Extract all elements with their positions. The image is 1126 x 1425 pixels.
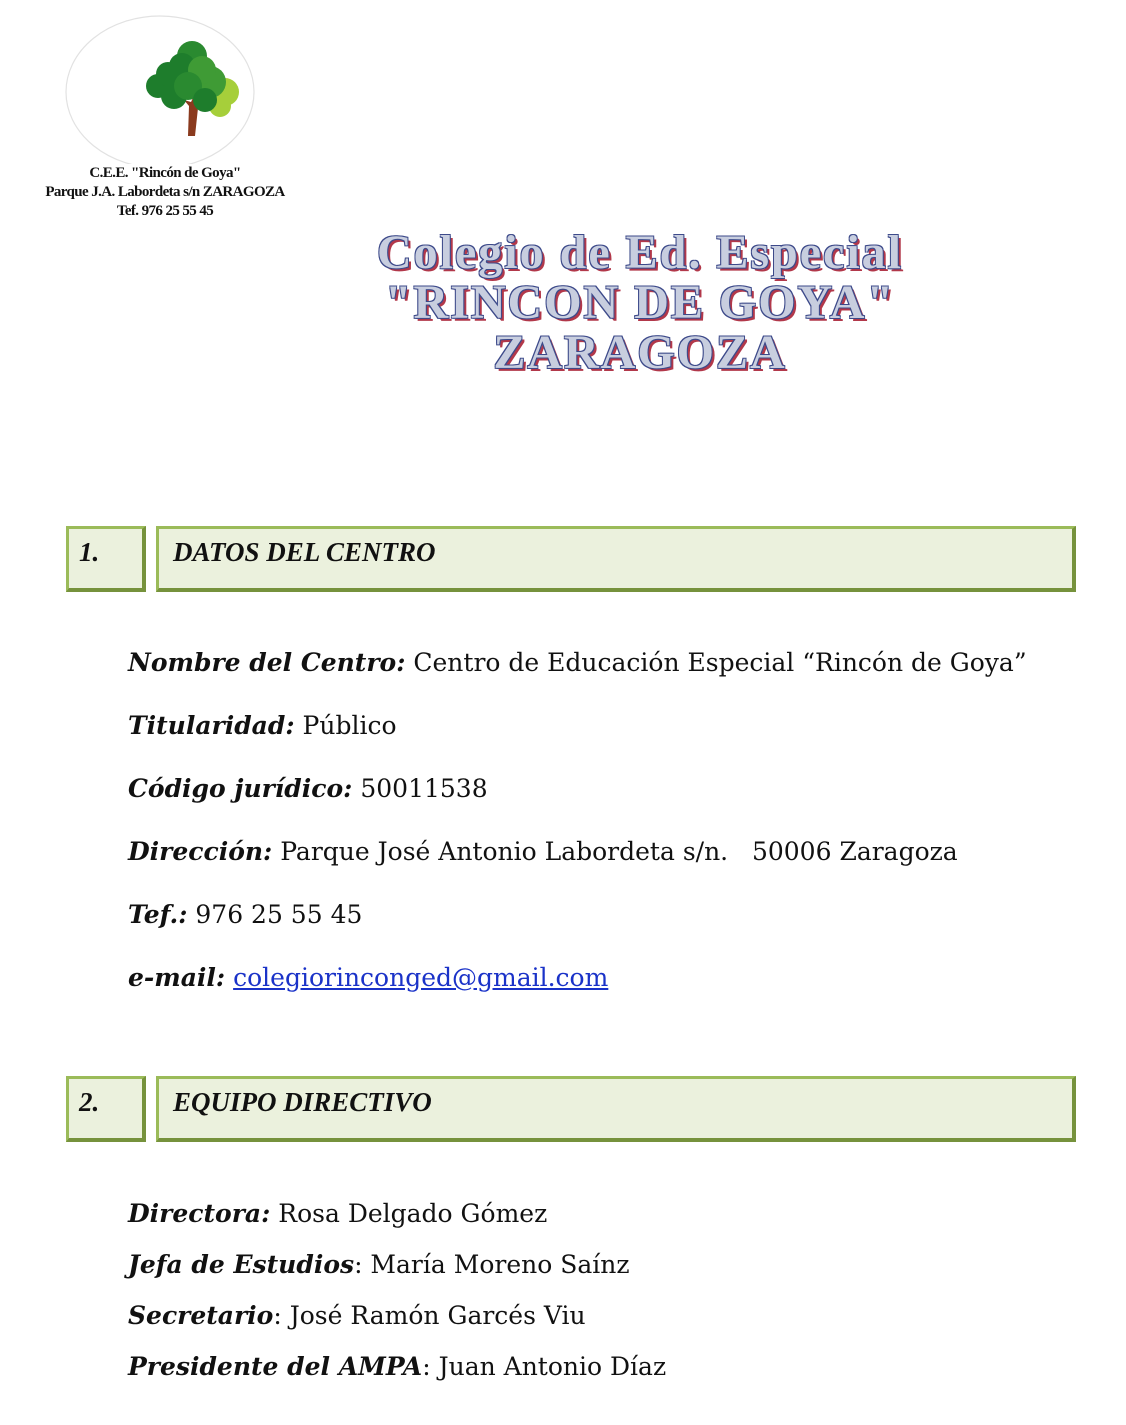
field-ampa-president: Presidente del AMPA: Juan Antonio Díaz <box>128 1352 667 1381</box>
field-address: Dirección: Parque José Antonio Labordeta s/n. 50006 Zaragoza <box>128 837 958 866</box>
field-center-name: Nombre del Centro: Centro de Educación Especial “Rincón de Goya” <box>128 648 1027 677</box>
field-legal-code: Código jurídico: 50011538 <box>128 774 488 803</box>
section-2-header <box>66 1076 1078 1148</box>
logo-phone: Tef. 976 25 55 45 <box>116 203 214 219</box>
section-number-box <box>66 526 146 592</box>
section-heading: DATOS DEL CENTRO <box>173 537 436 567</box>
field-phone: Tef.: 976 25 55 45 <box>128 900 363 929</box>
section-heading: EQUIPO DIRECTIVO <box>173 1087 432 1117</box>
section-number: 2. <box>79 1087 100 1117</box>
title-line-3: ZARAGOZA <box>493 326 787 379</box>
section-title-box <box>156 526 1076 592</box>
tree-icon <box>60 14 260 164</box>
section-title-box <box>156 1076 1076 1142</box>
title-line-1: Colegio de Ed. Especial <box>376 226 904 279</box>
title-line-2: "RINCON DE GOYA" <box>384 276 896 329</box>
section-number-box <box>66 1076 146 1142</box>
document-title <box>230 228 1050 378</box>
field-ownership: Titularidad: Público <box>128 711 397 740</box>
field-director: Directora: Rosa Delgado Gómez <box>128 1199 548 1228</box>
logo-address: Parque J.A. Labordeta s/n ZARAGOZA <box>45 184 285 200</box>
field-secretary: Secretario: José Ramón Garcés Viu <box>128 1301 586 1330</box>
field-email: e-mail: colegiorinconged@gmail.com <box>128 963 609 992</box>
field-head-of-studies: Jefa de Estudios: María Moreno Saínz <box>128 1250 630 1279</box>
section-1-header <box>66 526 1078 598</box>
section-number: 1. <box>79 537 100 567</box>
school-logo <box>30 14 300 224</box>
logo-school-name: C.E.E. "Rincón de Goya" <box>89 165 241 181</box>
email-link[interactable]: colegiorinconged@gmail.com <box>233 963 609 992</box>
